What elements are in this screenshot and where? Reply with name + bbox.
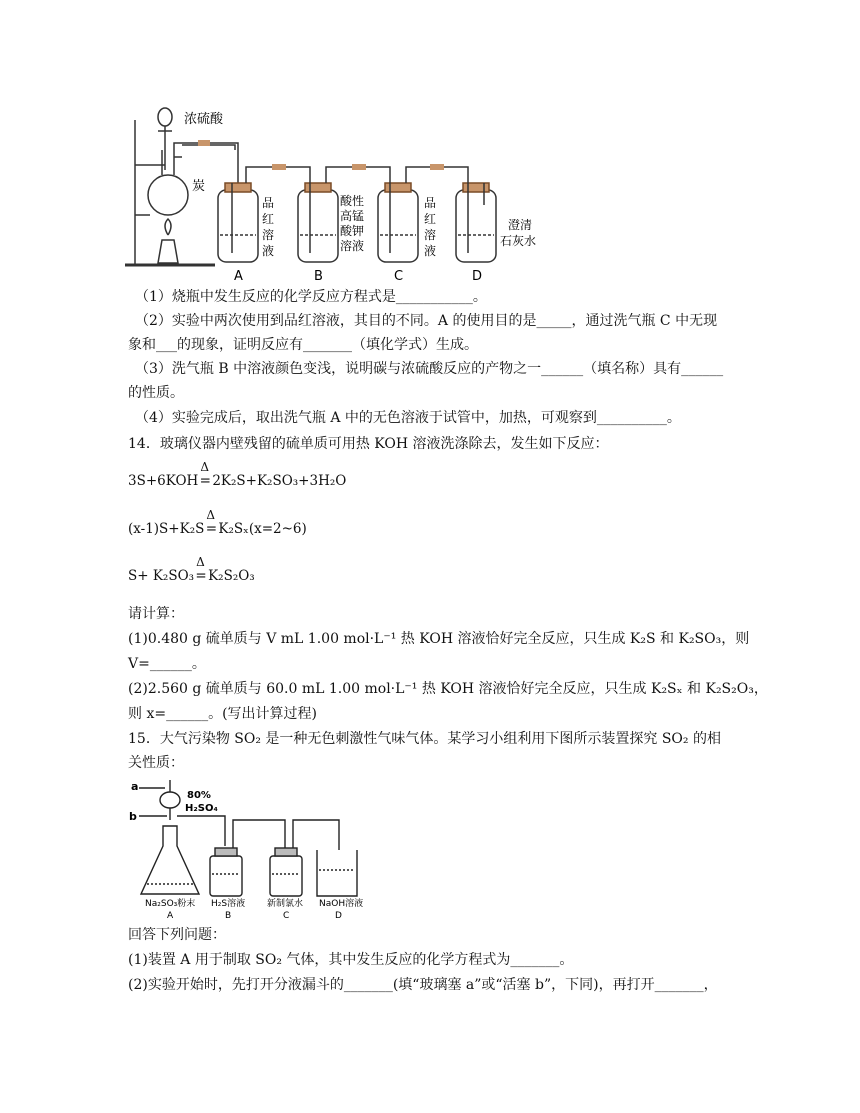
q14-part1: (1)0.480 g 硫单质与 V mL 1.00 mol·L⁻¹ 热 KOH 溶液恰好完全反应，只生成 K₂S 和 K₂SO₃，则 [128, 631, 750, 647]
q13-part4: （4）实验完成后，取出洗气瓶 A 中的无色溶液于试管中，加热，可观察到__________。 [135, 410, 681, 426]
q14-ask: 请计算： [128, 606, 184, 622]
label-b: b [129, 810, 137, 823]
letter2-c: C [283, 911, 290, 921]
caption-b: H₂S溶液 [211, 899, 246, 909]
eq1-right: 2K₂S+K₂SO₃+3H₂O [212, 473, 347, 489]
acid-conc: 80% [187, 790, 211, 801]
letter2-a: A [167, 911, 174, 921]
q15-intro: 15．大气污染物 SO₂ 是一种无色刺激性气味气体。某学习小组利用下图所示装置探究 SO₂ 的相 [128, 731, 721, 747]
letter-a: A [234, 269, 243, 284]
q13-part1: （1）烧瓶中发生反应的化学反应方程式是___________。 [135, 289, 487, 305]
bottle-c-label-2: 红 [424, 212, 437, 226]
bottle-a-label-4: 液 [262, 244, 275, 258]
bottle-d-label-1: 澄清 [508, 218, 533, 232]
bottle-c-label-1: 品 [424, 196, 437, 210]
eq3-right: K₂S₂O₃ [208, 568, 255, 584]
apparatus-figure-2 [125, 776, 365, 921]
bottle-c-label-3: 溶 [424, 228, 437, 242]
letter-c: C [394, 269, 404, 284]
q15-intro-cont: 关性质： [128, 755, 184, 771]
bottle-c-label-4: 液 [424, 244, 437, 258]
label-acid: 浓硫酸 [184, 112, 224, 127]
caption-d: NaOH溶液 [319, 899, 364, 909]
eq3-left: S+ K₂SO₃ [128, 568, 195, 584]
eq2-left: (x-1)S+K₂S [128, 521, 205, 537]
bottle-b-label-4: 溶液 [340, 239, 365, 253]
q13-part2: （2）实验中两次使用到品红溶液，其目的不同。A 的使用目的是_____，通过洗气瓶 C 中无现 [135, 313, 718, 329]
bottle-a-label-3: 溶 [262, 228, 275, 242]
apparatus-figure-1 [120, 95, 560, 290]
equation-3: S+ K₂SO₃= Δ K₂S₂O₃ [128, 555, 255, 584]
label-a: a [131, 780, 139, 793]
delta-3: Δ [196, 555, 205, 569]
eq1-left: 3S+6KOH [128, 473, 199, 489]
caption-c: 新制氯水 [267, 899, 304, 909]
q15-part2: (2)实验开始时，先打开分液漏斗的_______(填“玻璃塞 a”或“活塞 b”，下同)，再打开_______， [128, 977, 718, 993]
letter-b: B [314, 269, 323, 284]
delta-2: Δ [206, 508, 216, 522]
q14-part1-cont: V=______。 [128, 656, 206, 672]
q13-part3-cont: 的性质。 [128, 385, 184, 401]
caption-a: Na₂SO₃粉末 [145, 899, 196, 909]
letter2-b: B [225, 911, 232, 921]
q13-part2-cont: 象和___的现象，证明反应有_______（填化学式）生成。 [128, 337, 478, 353]
letter-d: D [472, 269, 483, 284]
equation-1: 3S+6KOH= Δ 2K₂S+K₂SO₃+3H₂O [128, 460, 347, 489]
bottle-a-label-1: 品 [262, 196, 275, 210]
q14-part2: (2)2.560 g 硫单质与 60.0 mL 1.00 mol·L⁻¹ 热 KOH 溶液恰好完全反应，只生成 K₂Sₓ 和 K₂S₂O₃， [128, 681, 768, 697]
bottle-b-label-2: 高锰 [340, 209, 365, 223]
q15-answer-prompt: 回答下列问题： [128, 927, 226, 943]
delta-1: Δ [200, 460, 209, 474]
bottle-b-label-1: 酸性 [340, 194, 365, 208]
q14-intro: 14．玻璃仪器内壁残留的硫单质可用热 KOH 溶液洗涤除去，发生如下反应： [128, 436, 609, 452]
eq2-right: K₂Sₓ(x=2~6) [218, 521, 307, 537]
q13-part3: （3）洗气瓶 B 中溶液颜色变浅，说明碳与浓硫酸反应的产物之一______（填名称）具有______ [135, 361, 724, 377]
q14-part2-cont: 则 x=______。(写出计算过程) [128, 706, 317, 722]
acid-formula: H₂SO₄ [185, 803, 218, 814]
letter2-d: D [335, 911, 342, 921]
bottle-b-label-3: 酸钾 [340, 224, 365, 238]
bottle-a-label-2: 红 [262, 212, 275, 226]
bottle-d-label-2: 石灰水 [500, 234, 537, 248]
q15-part1: (1)装置 A 用于制取 SO₂ 气体，其中发生反应的化学方程式为_______。 [128, 952, 574, 968]
equation-2: (x-1)S+K₂S= Δ K₂Sₓ(x=2~6) [128, 508, 307, 537]
label-carbon: 炭 [192, 179, 206, 194]
